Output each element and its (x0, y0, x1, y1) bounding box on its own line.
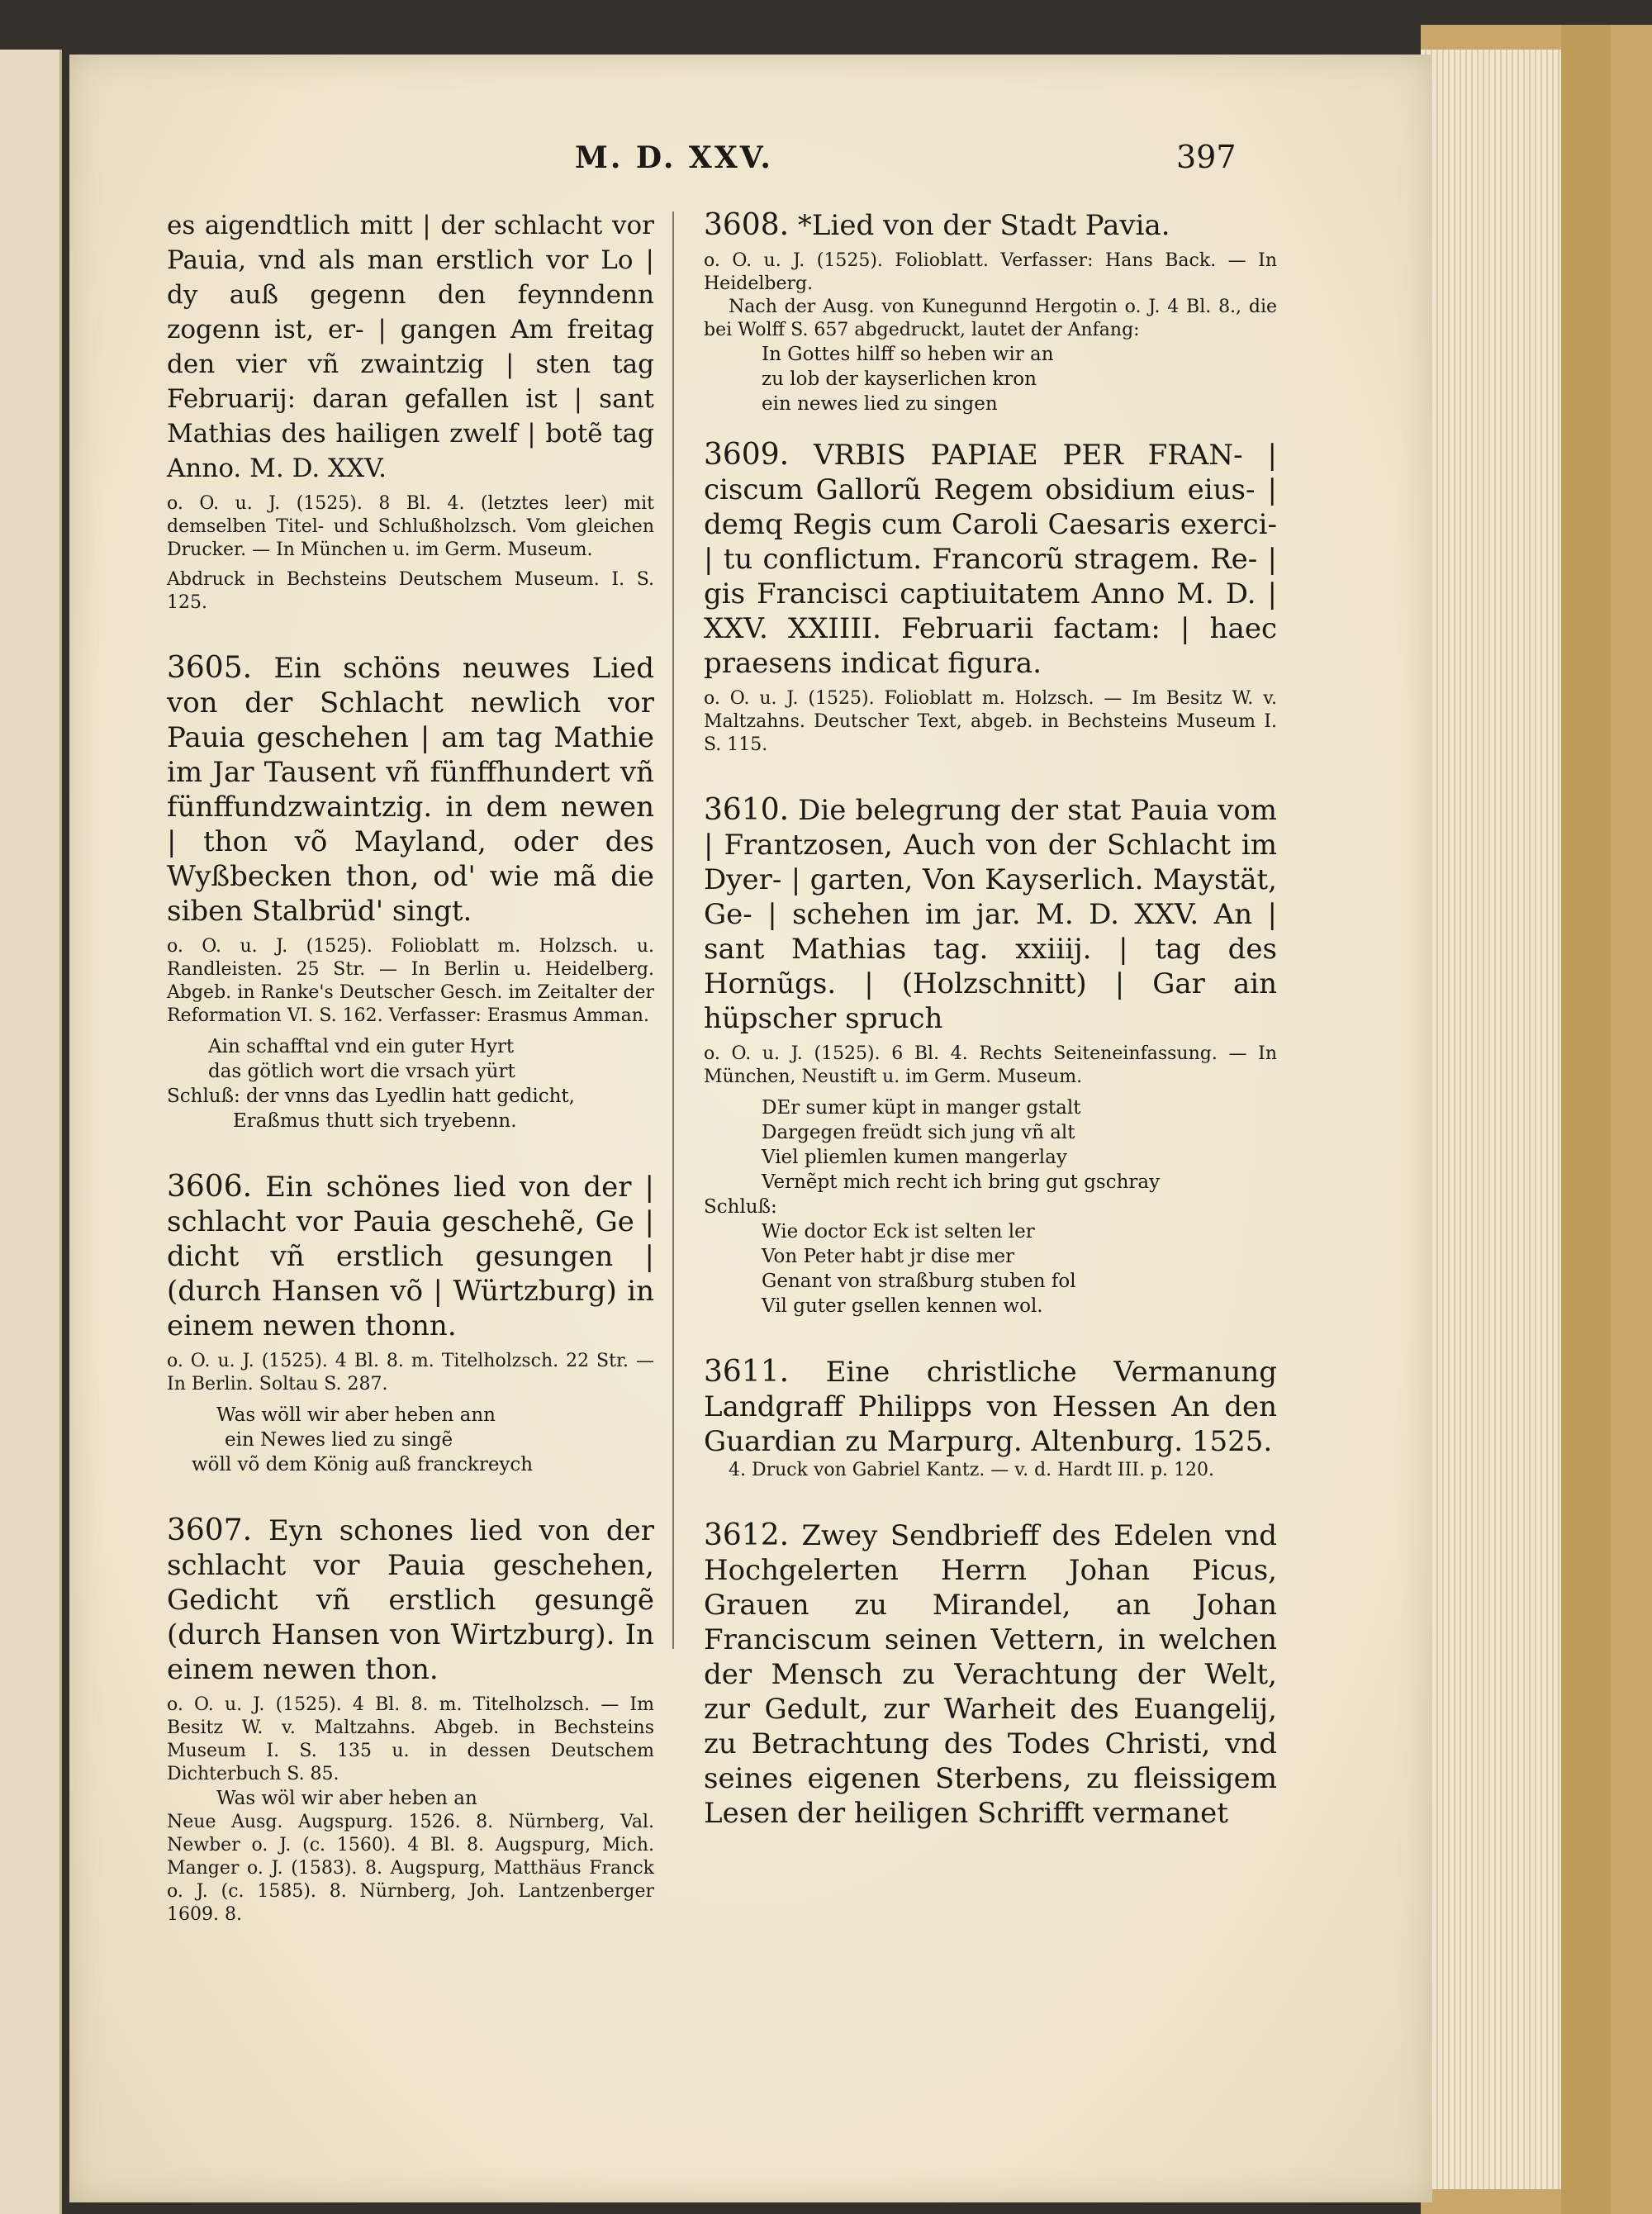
verse-line: ein newes lied zu singen (762, 393, 998, 415)
entry-3611-title (704, 1355, 1277, 1459)
facing-page-edge (0, 50, 62, 2214)
verse-line: Eraßmus thutt sich tryebenn. (233, 1110, 517, 1132)
bibliographic-note: o. O. u. J. (1525). Folioblatt m. Holzsch. u. Randleisten. 25 Str. — In Berlin u. Heidelberg. Abgeb. in Ranke's Deutscher Gesch. im Zeitalter der Reformation VI. S. 162. Verfasser: Erasmus Amman. (167, 936, 654, 1026)
verse-line: Wie doctor Eck ist selten ler (762, 1221, 1035, 1242)
entry-3605-title (167, 651, 654, 929)
verse-line: Was wöll wir aber heben ann (216, 1404, 496, 1426)
entry-title-text: Zwey Sendbrieff des Edelen vnd Hochgelerten Herrn Johan Picus, Grauen zu Mirandel, an Johan Franciscum seinen Vettern, in welchen der Mensch zu Verachtung der Welt, zur Gedult, zur Warheit des Euangelij, zu Betrachtung des Todes Christi, vnd seines eigenen Sterbens, zu fleissigem Lesen der heiligen Schrifft vermanet (704, 1519, 1277, 1830)
verse-line: Vernẽpt mich recht ich bring gut gschray (762, 1171, 1161, 1193)
entry-continuation: es aigendtlich mitt | der schlacht vor Pauia, vnd als man erstlich vor Lo | dy auß gegenn den feynndenn zogenn ist, er- | gangen Am freitag den vier vñ zwaintzig | sten tag Februarij: daran gefallen ist | sant Mathias des hailigen zwelf | botẽ tag Anno. M. D. XXV. (167, 211, 654, 483)
entry-3606-title (167, 1170, 654, 1343)
bibliographic-note: o. O. u. J. (1525). 8 Bl. 4. (letztes leer) mit demselben Titel- und Schlußholzsch. Vom gleichen Drucker. — In München u. im Germ. Museum. (167, 493, 654, 560)
verse-line: Was wöl wir aber heben an (216, 1788, 477, 1809)
verse-incipit (704, 342, 1277, 416)
entry-title-text: Eine christliche Vermanung Landgraff Philipps von Hessen An den Guardian zu Marpurg. Altenburg. 1525. (704, 1356, 1278, 1458)
entry-3608-title (704, 208, 1277, 243)
entry-number: 3605. (167, 651, 253, 685)
verse-incipit (704, 1095, 1277, 1195)
entry-number: 3608. (704, 208, 790, 242)
verse-line: wöll võ dem König auß franckreych (192, 1454, 534, 1475)
entry-title-text: Eyn schones lied von der schlacht vor Pauia geschehen, Gedicht vñ erstlich gesungẽ (durch Hansen von Wirtzburg). In einem newen thon. (167, 1514, 655, 1686)
verse-line: ein Newes lied zu singẽ (225, 1429, 453, 1451)
running-title: M. D. XXV. (575, 140, 773, 175)
page-number: 397 (1176, 139, 1237, 175)
bibliographic-note: Neue Ausg. Augspurg. 1526. 8. Nürnberg, Val. Newber o. J. (c. 1560). 4 Bl. 8. Augspurg, Mich. Manger o. J. (1583). 8. Augspurg, Matthäus Franck o. J. (c. 1585). 8. Nürnberg, Joh. Lantzenberger 1609. 8. (167, 1812, 654, 1925)
entry-title-text: Ein schönes lied von der | schlacht vor Pauia geschehẽ, Ge | dicht vñ erstlich gesungen | (durch Hansen võ | Würtzburg) in einem newen thonn. (167, 1171, 654, 1342)
entry-number: 3610. (704, 793, 790, 827)
entry-3612-title (704, 1518, 1277, 1831)
right-column (704, 208, 1277, 1831)
verse-line: Ain schafftal vnd ein guter Hyrt (208, 1036, 515, 1057)
verse-line: In Gottes hilff so heben wir an (762, 344, 1054, 365)
entry-title-text: VRBIS PAPIAE PER FRAN- | ciscum Gallorũ Regem obsidium eius- | demq Regis cum Caroli Caesaris exerci- | tu conflictum. Francorũ stragem. Re- | gis Francisci captiuitatem Anno M. D. | XXV. XXIIII. Februarii factam: | haec praesens indicat figura. (704, 439, 1277, 680)
bibliographic-note: Abdruck in Bechsteins Deutschem Museum. I. S. 125. (167, 569, 654, 613)
entry-number: 3607. (167, 1513, 253, 1547)
verse-incipit (167, 1034, 654, 1084)
entry-number: 3612. (704, 1518, 790, 1552)
entry-number: 3609. (704, 438, 790, 472)
book-page (69, 55, 1432, 2202)
entry-3607-title (167, 1513, 654, 1687)
bibliographic-note: Nach der Ausg. von Kunegunnd Hergotin o. J. 4 Bl. 8., die bei Wolff S. 657 abgedruckt, lautet der Anfang: (704, 297, 1277, 340)
verse-line: Genant von straßburg stuben fol (762, 1271, 1076, 1292)
left-column (167, 208, 654, 1927)
entry-title-text: Die belegrung der stat Pauia vom | Frantzosen, Auch von der Schlacht im Dyer- | garten, Von Kayserlich. Maystät, Ge- | schehen im jar. M. D. XXV. An | sant Mathias tag. xxiiij. | tag des Hornũgs. | (Holzschnitt) | Gar ain hüpscher spruch (704, 794, 1277, 1035)
entry-title-text: Ein schöns neuwes Lied von der Schlacht newlich vor Pauia geschehen | am tag Mathie im Jar Tausent vñ fünffhundert vñ fünffundzwaintzig. in dem newen | thon võ Mayland, oder des Wyßbecken thon, od' wie mã die siben Stalbrüd' singt. (167, 652, 654, 928)
bibliographic-note: o. O. u. J. (1525). 6 Bl. 4. Rechts Seiteneinfassung. — In München, Neustift u. im Germ. Museum. (704, 1043, 1277, 1087)
entry-3610-title (704, 793, 1277, 1036)
verse-incipit (167, 1403, 654, 1477)
verse-line: Schluß: (704, 1196, 777, 1218)
book-binding-strip (1561, 25, 1611, 2214)
verse-line: Vil guter gsellen kennen wol. (762, 1295, 1043, 1317)
verse-closing (704, 1195, 1277, 1318)
verse-line: das götlich wort die vrsach yürt (208, 1061, 515, 1082)
bibliographic-note: o. O. u. J. (1525). Folioblatt. Verfasser: Hans Back. — In Heidelberg. (704, 250, 1277, 294)
verse-line: Viel pliemlen kumen mangerlay (762, 1147, 1067, 1168)
verse-line: Dargegen freüdt sich jung vñ alt (762, 1122, 1075, 1143)
entry-number: 3611. (704, 1355, 790, 1389)
page-stack-edges (1421, 50, 1561, 2189)
bibliographic-note: o. O. u. J. (1525). 4 Bl. 8. m. Titelholzsch. — Im Besitz W. v. Maltzahns. Abgeb. in Bechsteins Museum I. S. 135 u. in dessen Deutschem Dichterbuch S. 85. (167, 1694, 654, 1784)
verse-incipit (167, 1786, 654, 1811)
bibliographic-note: 4. Druck von Gabriel Kantz. — v. d. Hardt III. p. 120. (729, 1460, 1215, 1480)
entry-number: 3606. (167, 1170, 253, 1204)
entry-title-text: *Lied von der Stadt Pavia. (797, 209, 1170, 242)
verse-line: Von Peter habt jr dise mer (762, 1246, 1015, 1267)
verse-line: Schluß: der vnns das Lyedlin hatt gedicht, (167, 1086, 575, 1107)
verse-line: zu lob der kayserlichen kron (762, 368, 1037, 390)
bibliographic-note: o. O. u. J. (1525). 4 Bl. 8. m. Titelholzsch. 22 Str. — In Berlin. Soltau S. 287. (167, 1351, 654, 1394)
verse-closing (167, 1084, 654, 1133)
column-divider (672, 211, 674, 1649)
bibliographic-note: o. O. u. J. (1525). Folioblatt m. Holzsch. — Im Besitz W. v. Maltzahns. Deutscher Text, abgeb. in Bechsteins Museum I. S. 115. (704, 688, 1277, 755)
verse-line: DEr sumer küpt in manger gstalt (762, 1097, 1081, 1119)
entry-3609-title (704, 438, 1277, 681)
